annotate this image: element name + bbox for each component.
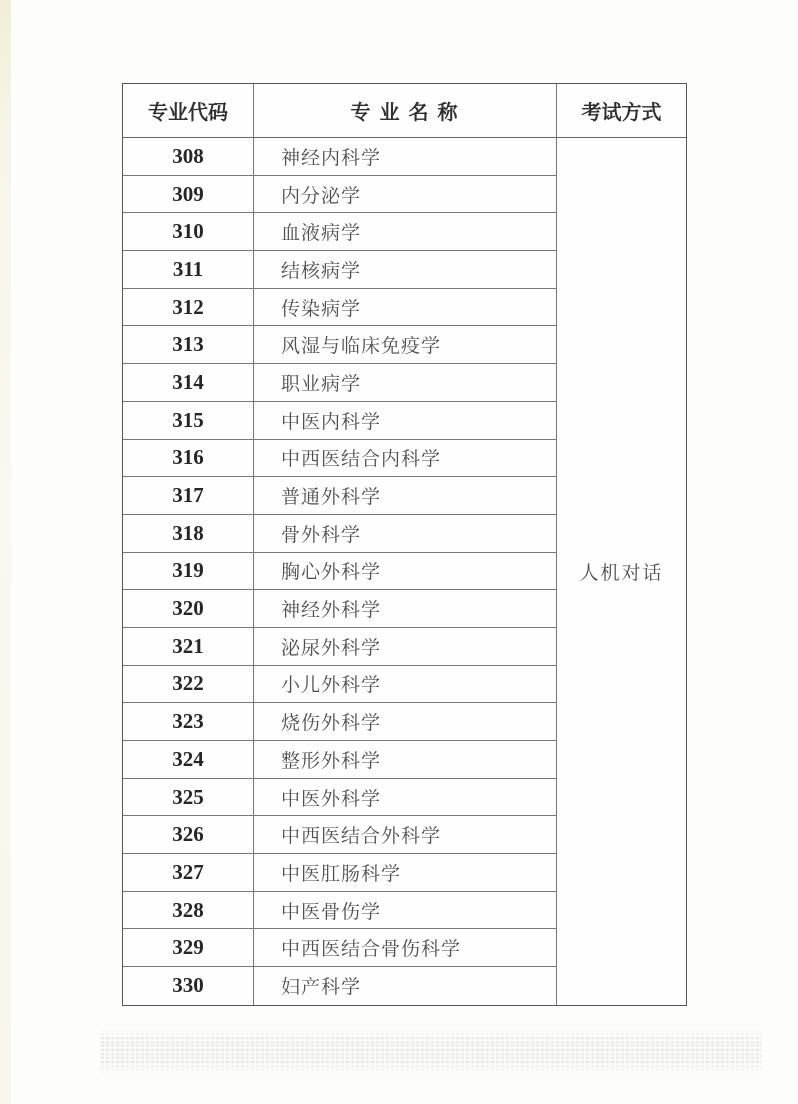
major-name-cell: 中医肛肠科学 — [254, 854, 557, 892]
header-major-name: 专 业 名 称 — [254, 84, 557, 138]
major-code-cell: 312 — [123, 289, 254, 327]
major-code-cell: 318 — [123, 515, 254, 553]
major-name-cell: 神经外科学 — [254, 590, 557, 628]
major-name-cell: 烧伤外科学 — [254, 703, 557, 741]
major-name-cell: 中西医结合内科学 — [254, 440, 557, 478]
major-code-cell: 329 — [123, 929, 254, 967]
major-name-cell: 血液病学 — [254, 213, 557, 251]
major-name-cell: 结核病学 — [254, 251, 557, 289]
header-major-code: 专业代码 — [123, 84, 254, 138]
major-code-cell: 314 — [123, 364, 254, 402]
major-code-cell: 315 — [123, 402, 254, 440]
major-code-cell: 328 — [123, 892, 254, 930]
scan-edge-strip — [0, 0, 11, 1104]
major-name-cell: 神经内科学 — [254, 138, 557, 176]
scan-noise-band — [100, 1028, 762, 1076]
major-code-cell: 316 — [123, 440, 254, 478]
major-name-cell: 内分泌学 — [254, 176, 557, 214]
major-code-cell: 317 — [123, 477, 254, 515]
major-code-cell: 311 — [123, 251, 254, 289]
major-code-cell: 321 — [123, 628, 254, 666]
major-name-cell: 风湿与临床免疫学 — [254, 326, 557, 364]
major-code-cell: 313 — [123, 326, 254, 364]
major-name-cell: 职业病学 — [254, 364, 557, 402]
major-code-cell: 308 — [123, 138, 254, 176]
major-name-cell: 妇产科学 — [254, 967, 557, 1005]
major-code-cell: 310 — [123, 213, 254, 251]
major-name-cell: 小儿外科学 — [254, 666, 557, 704]
major-name-cell: 中医内科学 — [254, 402, 557, 440]
major-name-cell: 中医骨伤学 — [254, 892, 557, 930]
major-name-cell: 胸心外科学 — [254, 553, 557, 591]
major-code-cell: 319 — [123, 553, 254, 591]
header-exam-method: 考试方式 — [557, 84, 686, 138]
major-name-cell: 整形外科学 — [254, 741, 557, 779]
major-code-cell: 327 — [123, 854, 254, 892]
major-name-cell: 传染病学 — [254, 289, 557, 327]
major-code-cell: 325 — [123, 779, 254, 817]
major-code-cell: 326 — [123, 816, 254, 854]
major-code-cell: 324 — [123, 741, 254, 779]
major-name-cell: 中医外科学 — [254, 779, 557, 817]
major-name-cell: 泌尿外科学 — [254, 628, 557, 666]
major-name-cell: 中西医结合骨伤科学 — [254, 929, 557, 967]
major-code-cell: 322 — [123, 666, 254, 704]
major-name-cell: 骨外科学 — [254, 515, 557, 553]
major-name-cell: 普通外科学 — [254, 477, 557, 515]
major-name-cell: 中西医结合外科学 — [254, 816, 557, 854]
specialty-code-table — [122, 83, 687, 1006]
exam-method-merged-cell: 人机对话 — [579, 562, 664, 584]
major-code-cell: 323 — [123, 703, 254, 741]
major-code-cell: 330 — [123, 967, 254, 1005]
major-code-cell: 320 — [123, 590, 254, 628]
major-code-cell: 309 — [123, 176, 254, 214]
